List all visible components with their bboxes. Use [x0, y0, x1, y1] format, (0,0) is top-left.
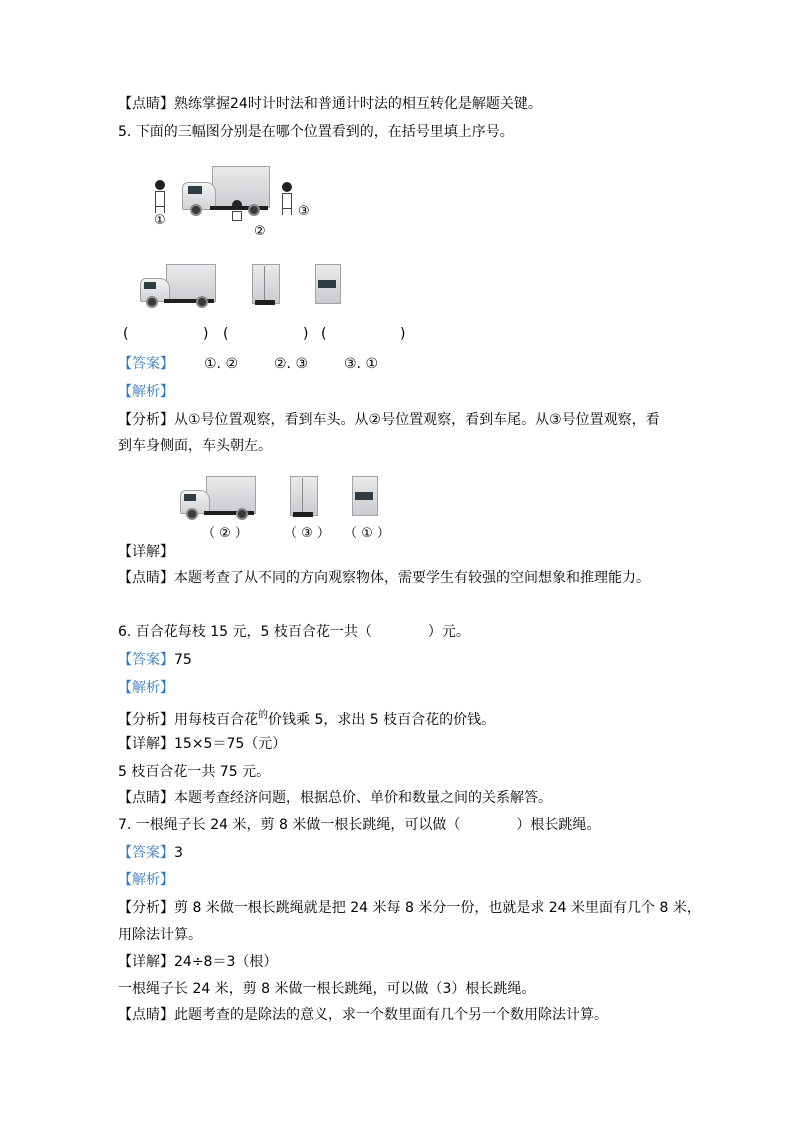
observer-3-label: ③	[298, 204, 310, 219]
observation-scene-figure	[150, 162, 320, 242]
q7-fenxi-line2: 用除法计算。	[118, 927, 202, 943]
q7-fenxi-line1: 【分析】剪 8 米做一根长跳绳就是把 24 米每 8 米分一份，也就是求 24 米里面有几个 8 米，	[118, 900, 701, 916]
solution-label-3: （ ① ）	[344, 526, 390, 541]
answer-value: 3	[174, 845, 183, 861]
q7-conclusion: 一根绳子长 24 米，剪 8 米做一根长跳绳，可以做（3）根长跳绳。	[118, 981, 536, 997]
q5-xiangjie-label: 【详解】	[118, 544, 174, 560]
observer-2-figure	[232, 200, 242, 221]
q7-analysis-label: 【解析】	[118, 872, 174, 888]
solution-figure	[178, 474, 398, 542]
q5-analysis-label: 【解析】	[118, 384, 174, 400]
answer-label: 【答案】	[118, 845, 174, 861]
observer-1-figure: ①	[154, 180, 166, 228]
answer-2: ②. ③	[274, 356, 309, 372]
q6-analysis-label: 【解析】	[118, 680, 174, 696]
q6-tip-line: 【点睛】本题考查经济问题，根据总价、单价和数量之间的关系解答。	[118, 790, 552, 806]
q7-answer-line	[118, 843, 183, 863]
q5-fenxi-line2: 到车身侧面，车头朝左。	[118, 438, 272, 454]
answer-value: 75	[174, 652, 192, 668]
blank-3-close: )	[400, 326, 406, 342]
q6-conclusion: 5 枝百合花一共 75 元。	[118, 764, 271, 780]
q6-fenxi-line: 【分析】用每枝百合花$^的$价钱乘 5，求出 5 枝百合花的价钱。	[118, 710, 496, 728]
q5-fenxi-line1: 【分析】从①号位置观察，看到车头。从②号位置观察，看到车尾。从③号位置观察，看	[118, 412, 660, 428]
q6-xiangjie-line: 【详解】15×5＝75（元）	[118, 736, 287, 752]
q7-xiangjie-line: 【详解】24÷8＝3（根）	[118, 954, 278, 970]
observer-2-label: ②	[254, 224, 266, 239]
blank-1-close: )	[203, 326, 209, 342]
answer-1: ①. ②	[204, 356, 239, 372]
tip-text: 熟练掌握24时计时法和普通计时法的相互转化是解题关键。	[174, 96, 542, 112]
question-5: 5. 下面的三幅图分别是在哪个位置看到的，在括号里填上序号。	[118, 124, 514, 140]
observer-3-figure	[282, 182, 292, 215]
blank-2-open: (	[223, 326, 229, 342]
answer-label: 【答案】	[118, 652, 174, 668]
solution-label-2: （ ③ ）	[284, 526, 330, 541]
blank-3-open: (	[321, 326, 327, 342]
question-7: 7. 一根绳子长 24 米，剪 8 米做一根长跳绳，可以做（ ）根长跳绳。	[118, 817, 601, 833]
question-6: 6. 百合花每枝 15 元，5 枝百合花一共（ ）元。	[118, 624, 470, 640]
q5-answer-line	[118, 354, 379, 374]
three-views-figure	[138, 262, 338, 310]
blank-2-close: )	[303, 326, 309, 342]
blank-1-open: (	[123, 326, 129, 342]
solution-label-1: （ ② ）	[202, 526, 248, 541]
prev-tip-line	[118, 94, 542, 114]
answer-label: 【答案】	[118, 356, 174, 372]
q7-tip-line: 【点睛】此题考查的是除法的意义，求一个数里面有几个另一个数用除法计算。	[118, 1007, 608, 1023]
q5-tip-line: 【点睛】本题考查了从不同的方向观察物体，需要学生有较强的空间想象和推理能力。	[118, 570, 650, 586]
q6-answer-line	[118, 650, 192, 670]
tip-label: 【点睛】	[118, 96, 174, 112]
answer-3: ③. ①	[344, 356, 379, 372]
